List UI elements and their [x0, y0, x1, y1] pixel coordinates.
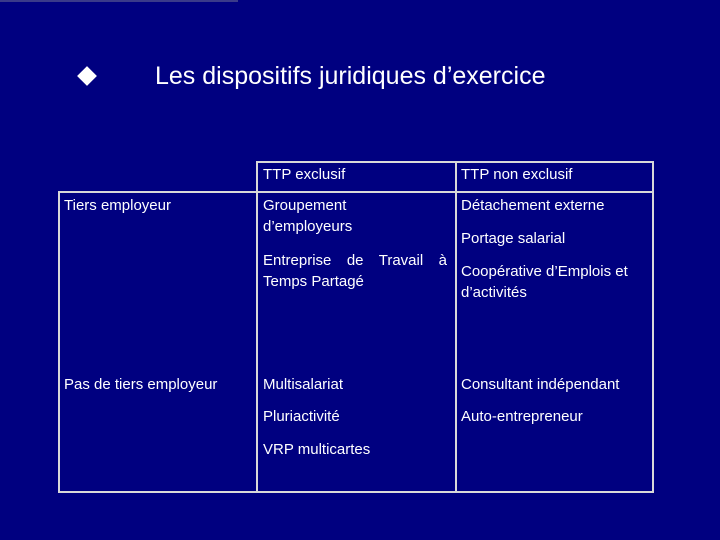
- cell-detachement-externe: Détachement externe: [461, 197, 605, 214]
- cell-consultant-independant: Consultant indépendant: [461, 376, 620, 393]
- table-left-border: [58, 191, 60, 493]
- cell-cooperative-emplois-activites: Coopérative d’Emplois et d’activités: [461, 263, 628, 301]
- top-rule: [0, 0, 238, 2]
- column-divider-1: [256, 161, 258, 493]
- cell-groupement-employeurs: Groupement d’employeurs: [263, 197, 353, 235]
- slide-title: Les dispositifs juridiques d’exercice: [155, 62, 546, 90]
- cell-multisalariat: Multisalariat: [263, 376, 344, 393]
- header-bottom-border: [58, 191, 654, 193]
- column-divider-2: [455, 161, 457, 493]
- cell-auto-entrepreneur: Auto-entrepreneur: [461, 408, 583, 425]
- row-label-tiers-employeur: Tiers employeur: [64, 197, 171, 214]
- cell-entreprise-travail-temps-partage: Entreprise de Travail à Temps Partagé: [263, 252, 447, 290]
- diamond-bullet-icon: [77, 66, 97, 86]
- table-bottom-border: [58, 491, 654, 493]
- table-right-border: [652, 161, 654, 493]
- header-ttp-non-exclusif: TTP non exclusif: [461, 166, 573, 183]
- header-ttp-exclusif: TTP exclusif: [263, 166, 346, 183]
- row-label-pas-de-tiers-employeur: Pas de tiers employeur: [64, 376, 218, 393]
- cell-vrp-multicartes: VRP multicartes: [263, 441, 371, 458]
- cell-portage-salarial: Portage salarial: [461, 230, 566, 247]
- cell-pluriactivite: Pluriactivité: [263, 408, 340, 425]
- title-row: [0, 58, 720, 102]
